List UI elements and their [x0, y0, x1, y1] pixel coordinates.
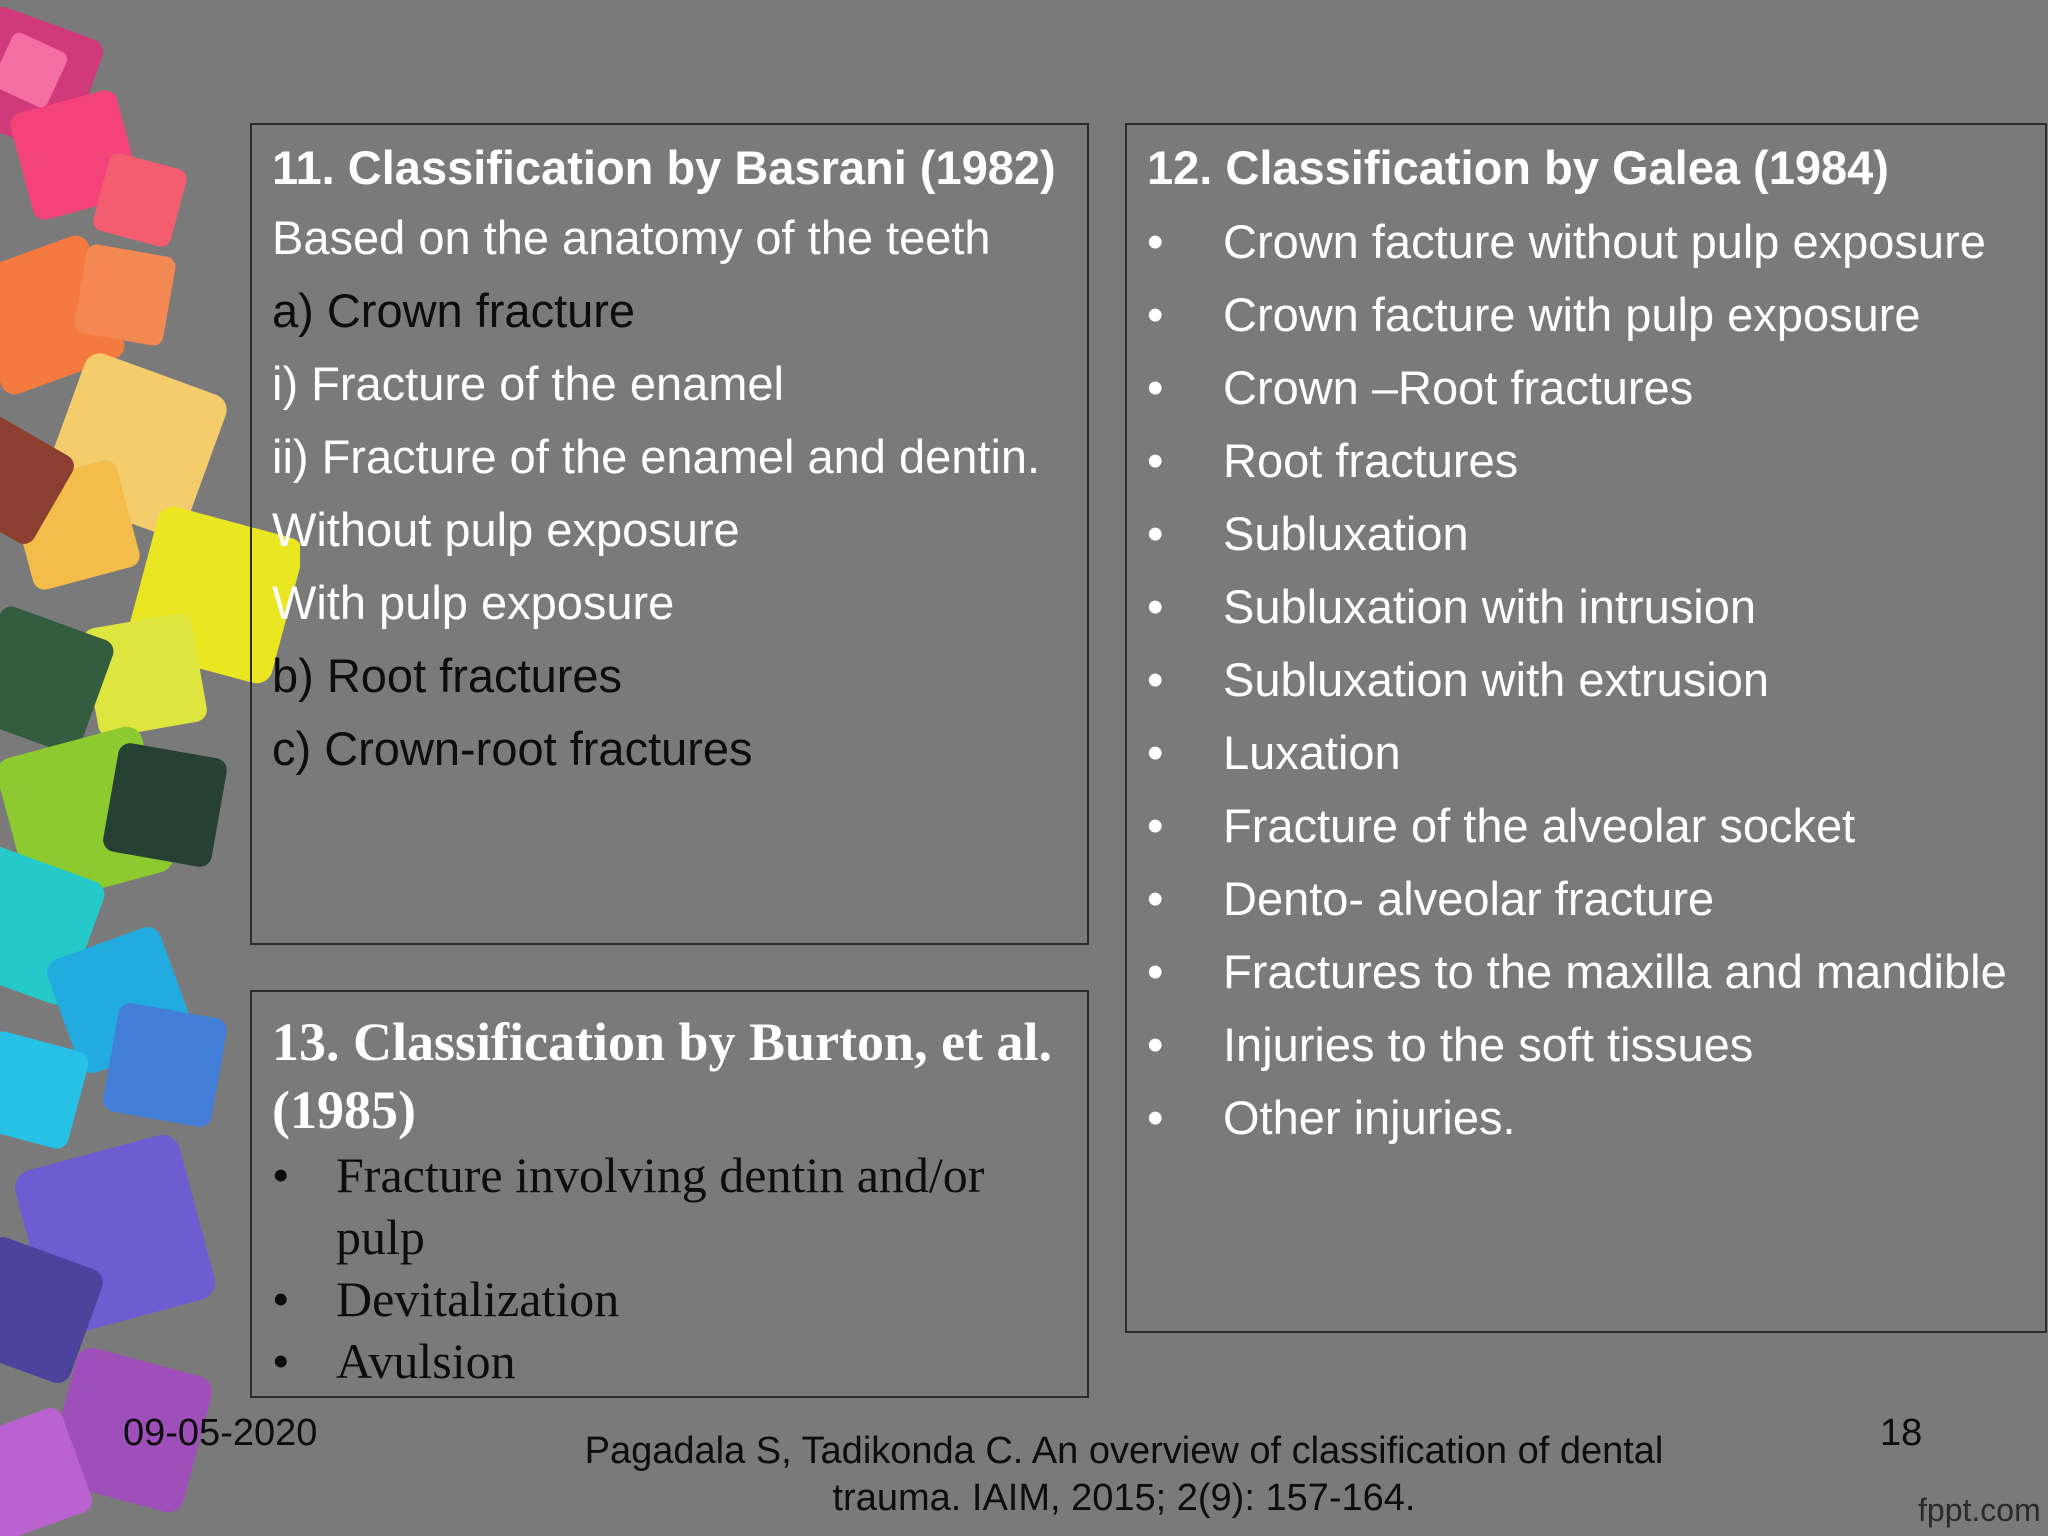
bullet-icon: •	[1147, 288, 1164, 341]
list-item: • Subluxation with intrusion	[1147, 576, 2025, 637]
list-item: • Dento- alveolar fracture	[1147, 868, 2025, 929]
bullet-icon: •	[272, 1271, 290, 1327]
bullet-icon: •	[1147, 653, 1164, 706]
bullet-icon: •	[1147, 799, 1164, 852]
bullet-icon: •	[272, 1147, 290, 1203]
basrani-line-basis: Based on the anatomy of the teeth	[272, 211, 991, 264]
bullet-icon: •	[1147, 434, 1164, 487]
slide-date: 09-05-2020	[123, 1412, 318, 1454]
slide-number: 18	[1880, 1412, 1923, 1454]
burton-list	[272, 1144, 1067, 1392]
basrani-line-root-fractures: b) Root fractures	[272, 649, 623, 702]
basrani-line-enamel-fracture: i) Fracture of the enamel	[272, 357, 784, 410]
citation-text: Pagadala S, Tadikonda C. An overview of classification of dental trauma. IAIM, 2015; 2(9): 157-164.	[584, 1430, 1664, 1519]
basrani-line-crown-root-fractures: c) Crown-root fractures	[272, 722, 753, 775]
brand-watermark: fppt.com	[1918, 1492, 2041, 1528]
galea-classification-box	[1125, 123, 2047, 1333]
list-item: • Crown facture with pulp exposure	[1147, 284, 2025, 345]
bullet-icon: •	[272, 1333, 290, 1389]
list-item: • Devitalization	[272, 1268, 1067, 1330]
basrani-classification-box	[250, 123, 1089, 945]
bullet-icon: •	[1147, 1091, 1164, 1144]
list-item: • Subluxation	[1147, 503, 2025, 564]
basrani-line-without-pulp-exposure: Without pulp exposure	[272, 503, 740, 556]
list-item: • Avulsion	[272, 1330, 1067, 1392]
list-item: • Root fractures	[1147, 430, 2025, 491]
list-item: • Fractures to the maxilla and mandible	[1147, 941, 2025, 1002]
bullet-icon: •	[1147, 507, 1164, 560]
galea-title: 12. Classification by Galea (1984)	[1147, 141, 1889, 194]
list-item: • Fracture of the alveolar socket	[1147, 795, 2025, 856]
list-item: • Fracture involving dentin and/or pulp	[272, 1144, 1067, 1268]
burton-title: 13. Classification by Burton, et al. (1985)	[272, 1012, 1053, 1140]
bullet-icon: •	[1147, 945, 1164, 998]
bullet-icon: •	[1147, 580, 1164, 633]
basrani-line-with-pulp-exposure: With pulp exposure	[272, 576, 675, 629]
bullet-icon: •	[1147, 215, 1164, 268]
basrani-title: 11. Classification by Basrani (1982)	[272, 141, 1056, 194]
list-item: • Crown facture without pulp exposure	[1147, 211, 2025, 272]
bullet-icon: •	[1147, 872, 1164, 925]
list-item: • Subluxation with extrusion	[1147, 649, 2025, 710]
basrani-line-crown-fracture: a) Crown fracture	[272, 284, 636, 337]
galea-list	[1147, 211, 2025, 1148]
bullet-icon: •	[1147, 726, 1164, 779]
list-item: • Injuries to the soft tissues	[1147, 1014, 2025, 1075]
burton-classification-box	[250, 990, 1089, 1398]
list-item: • Crown –Root fractures	[1147, 357, 2025, 418]
basrani-line-enamel-dentin-fracture: ii) Fracture of the enamel and dentin.	[272, 430, 1041, 483]
list-item: • Luxation	[1147, 722, 2025, 783]
list-item: • Other injuries.	[1147, 1087, 2025, 1148]
bullet-icon: •	[1147, 361, 1164, 414]
bullet-icon: •	[1147, 1018, 1164, 1071]
